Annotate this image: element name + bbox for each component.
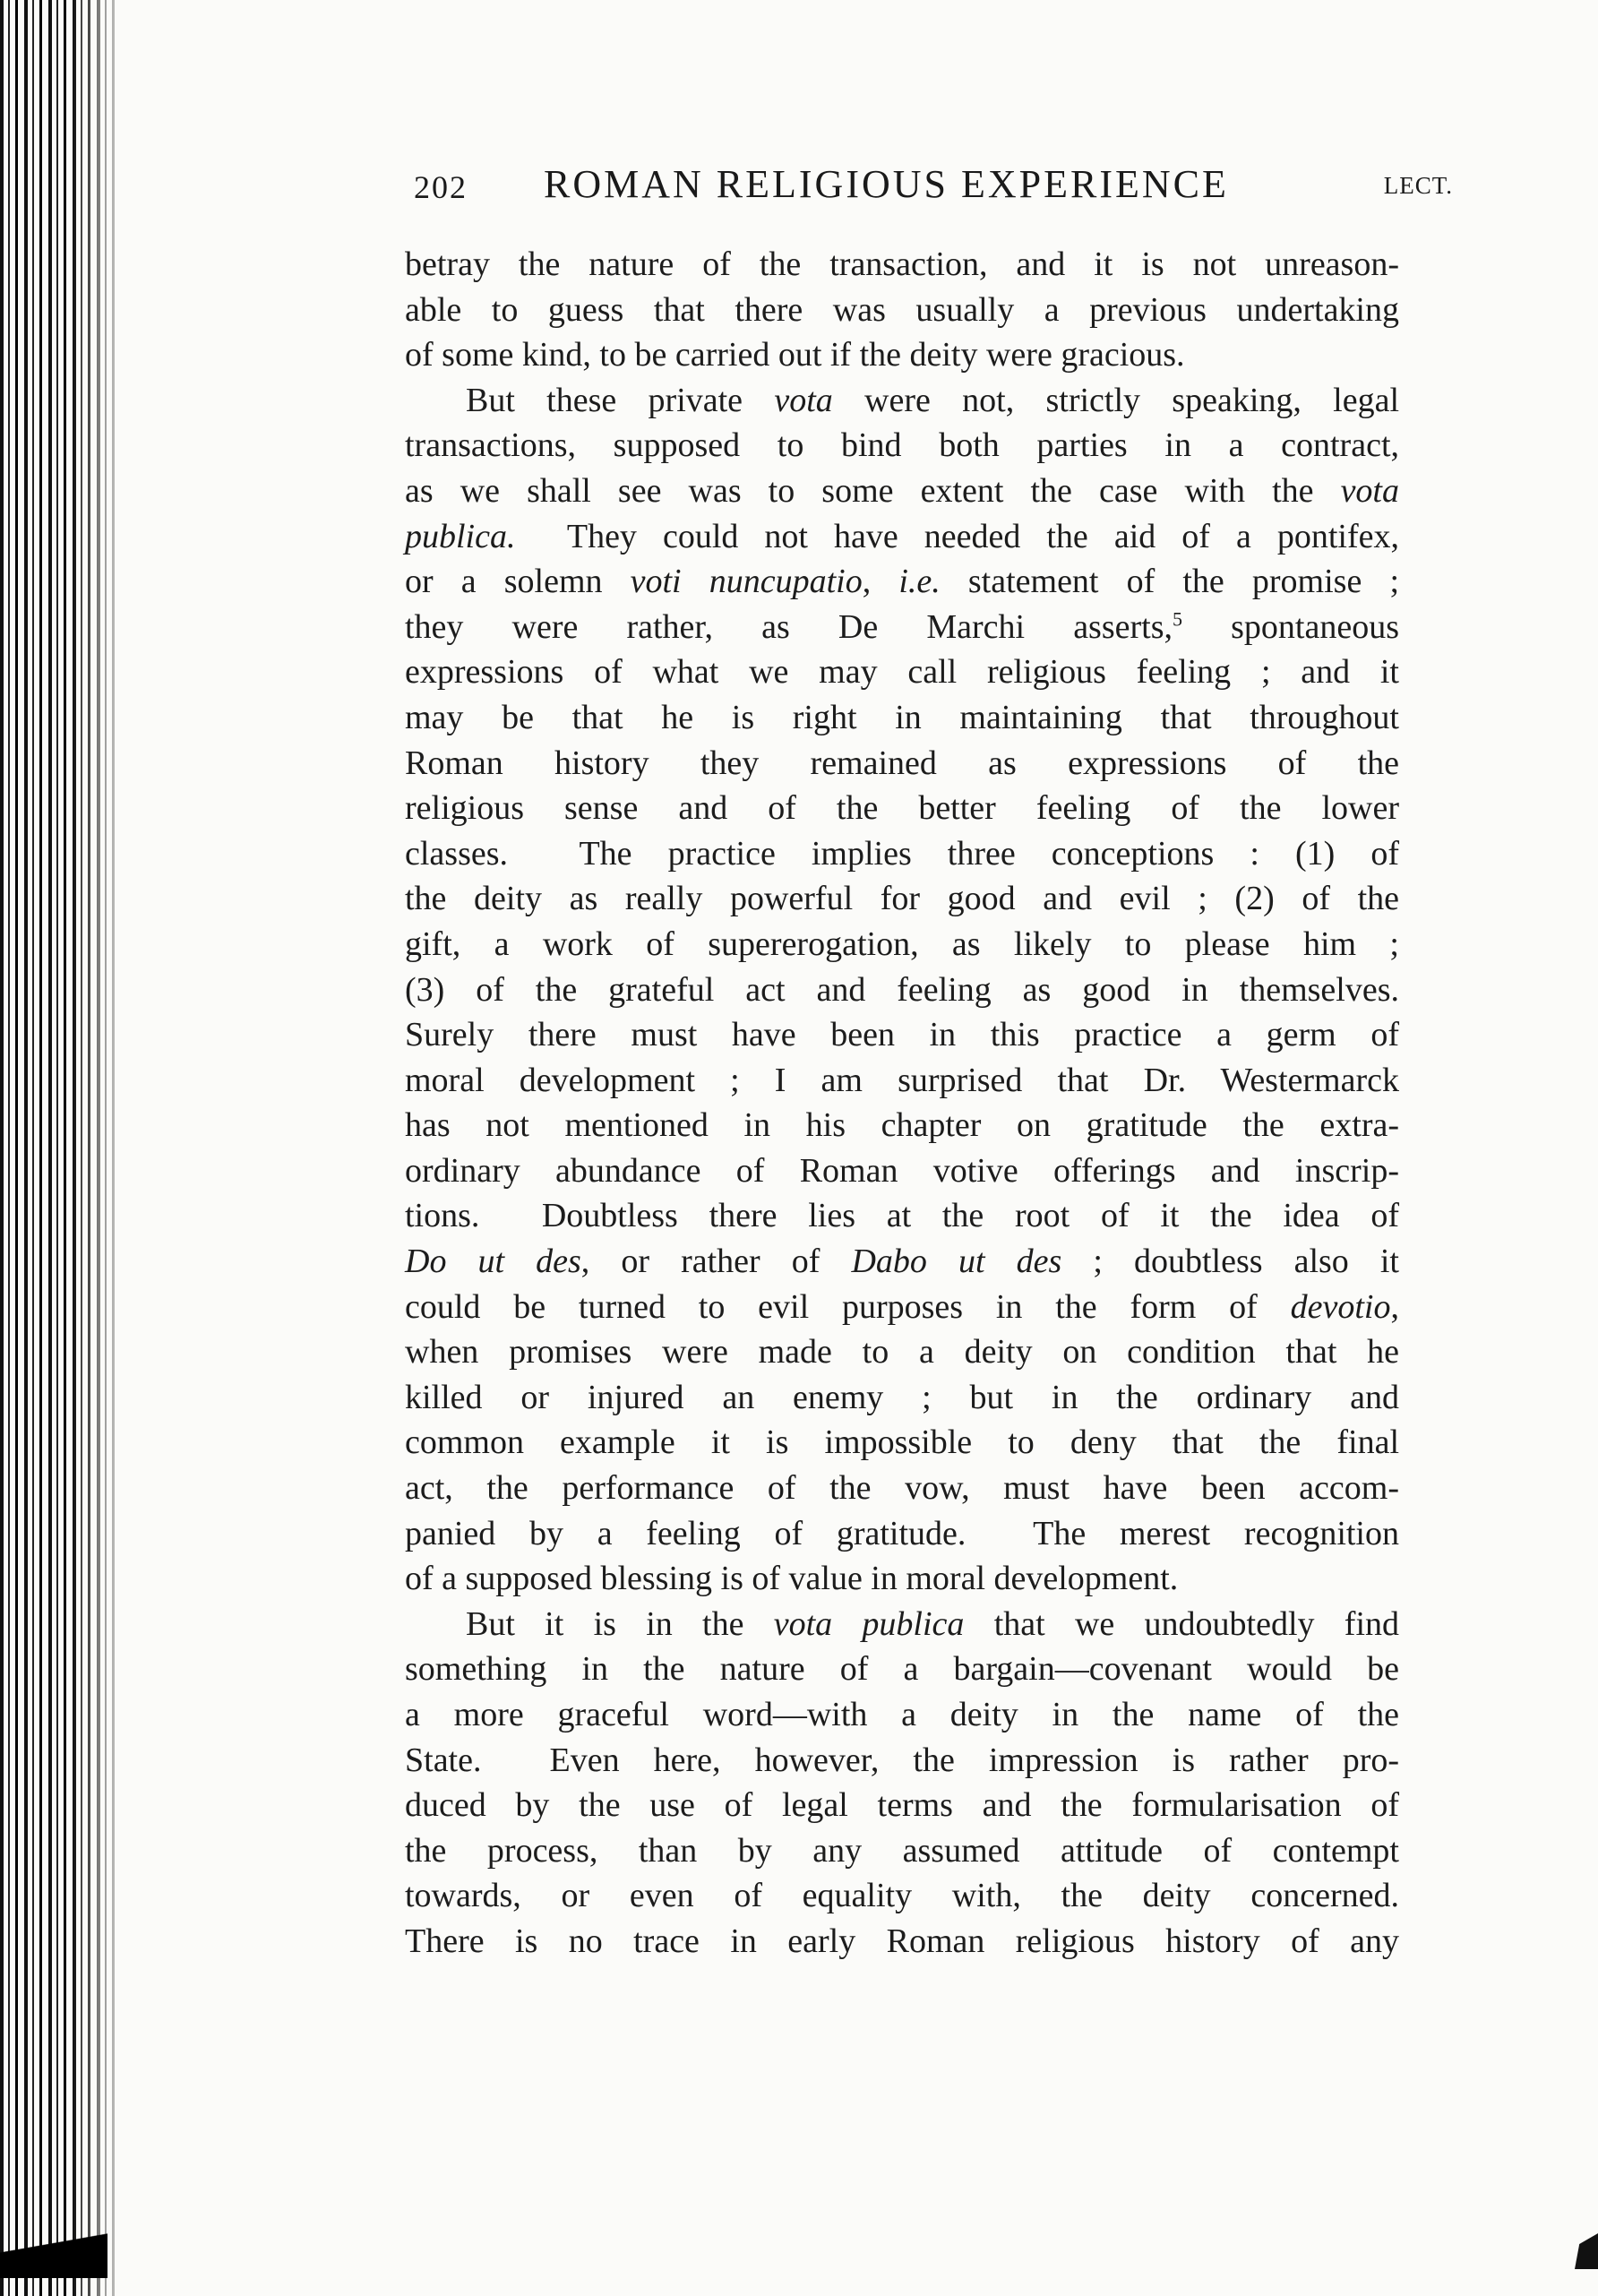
text-segment: Surely there must have been in this practice a germ of xyxy=(405,1016,1399,1054)
text-line xyxy=(405,1012,1399,1058)
text-segment: , or rather of xyxy=(580,1243,852,1281)
text-segment: the process, than by any assumed attitude of contempt xyxy=(405,1831,1399,1870)
text-segment: They could not have needed the aid of a pontifex, xyxy=(515,517,1399,555)
text-segment: were not, strictly speaking, legal xyxy=(832,381,1400,419)
text-segment: panied by a feeling of gratitude. The merest recognition xyxy=(405,1514,1399,1552)
text-line xyxy=(405,469,1399,514)
text-line xyxy=(405,242,1399,288)
text-line xyxy=(405,378,1399,424)
text-segment: or a solemn xyxy=(405,563,631,601)
text-segment: But these private xyxy=(466,381,775,419)
text-segment: towards, or even of equality with, the deity concerned. xyxy=(405,1877,1399,1915)
italic-text: i.e. xyxy=(898,563,941,601)
text-line xyxy=(405,1466,1399,1511)
text-segment: something in the nature of a bargain—covenant would be xyxy=(405,1650,1399,1689)
italic-text: voti nuncupatio xyxy=(630,563,863,601)
section-label: LECT. xyxy=(1383,172,1453,199)
text-segment: moral development ; I am surprised that Dr. Westermarck xyxy=(405,1061,1399,1099)
text-line xyxy=(405,786,1399,831)
text-line xyxy=(405,1511,1399,1557)
text-line xyxy=(405,1103,1399,1148)
text-segment: (3) of the grateful act and feeling as good in themselves. xyxy=(405,970,1399,1009)
italic-text: Dabo ut des xyxy=(851,1243,1062,1281)
text-segment: able to guess that there was usually a previous undertaking xyxy=(405,290,1399,329)
text-line xyxy=(405,1375,1399,1421)
text-segment: betray the nature of the transaction, and it is not unreason- xyxy=(405,245,1399,283)
text-line xyxy=(405,1329,1399,1375)
text-segment: There is no trace in early Roman religious history of any xyxy=(405,1922,1399,1960)
text-line xyxy=(405,1647,1399,1692)
text-line xyxy=(405,288,1399,333)
text-segment: when promises were made to a deity on condition that he xyxy=(405,1333,1399,1372)
text-line xyxy=(405,1738,1399,1784)
text-segment: But it is in the xyxy=(466,1604,774,1643)
text-segment: State. Even here, however, the impression is rather pro- xyxy=(405,1741,1399,1779)
text-segment: that we undoubtedly find xyxy=(964,1604,1400,1643)
text-segment: common example it is impossible to deny that the final xyxy=(405,1423,1399,1462)
text-segment: , xyxy=(1390,1287,1399,1326)
text-line xyxy=(405,649,1399,695)
text-segment: expressions of what we may call religious feeling ; and it xyxy=(405,653,1399,692)
text-line xyxy=(405,514,1399,560)
text-segment: may be that he is right in maintaining that throughout xyxy=(405,698,1399,736)
text-segment: religious sense and of the better feeling of the lower xyxy=(405,789,1399,828)
body-text xyxy=(405,242,1399,1965)
text-segment: spontaneous xyxy=(1182,607,1399,646)
text-segment: transactions, supposed to bind both parties in a contract, xyxy=(405,426,1399,465)
running-title: ROMAN RELIGIOUS EXPERIENCE xyxy=(544,162,1229,206)
text-segment: ; doubtless also it xyxy=(1061,1243,1399,1281)
text-line xyxy=(405,1783,1399,1828)
text-line xyxy=(405,332,1399,378)
page-corner-mark xyxy=(1575,2233,1598,2269)
text-line xyxy=(405,1285,1399,1330)
text-segment: killed or injured an enemy ; but in the ordinary and xyxy=(405,1378,1399,1416)
text-segment: they were rather, as De Marchi asserts, xyxy=(405,607,1173,646)
text-line xyxy=(405,922,1399,967)
text-line xyxy=(405,1556,1399,1602)
text-segment: as we shall see was to some extent the case with the xyxy=(405,471,1341,510)
text-segment: Roman history they remained as expressions of the xyxy=(405,744,1399,782)
text-line xyxy=(405,423,1399,469)
text-line xyxy=(405,831,1399,877)
text-line xyxy=(405,1148,1399,1194)
text-line xyxy=(405,967,1399,1013)
text-segment: statement of the promise ; xyxy=(940,563,1399,601)
italic-text: vota xyxy=(1340,471,1399,510)
text-line xyxy=(405,1602,1399,1647)
binding-shadow xyxy=(0,0,121,2296)
text-line xyxy=(405,1692,1399,1738)
text-line xyxy=(405,1193,1399,1239)
italic-text: publica. xyxy=(405,517,516,555)
footnote-ref: 5 xyxy=(1173,607,1183,631)
text-segment: the deity as really powerful for good and evil ; (2) of the xyxy=(405,880,1399,918)
text-segment: tions. Doubtless there lies at the root of it the idea of xyxy=(405,1197,1399,1235)
text-line xyxy=(405,741,1399,787)
page-number: 202 xyxy=(414,169,468,205)
text-segment: ordinary abundance of Roman votive offerings and inscrip- xyxy=(405,1151,1399,1190)
text-segment: act, the performance of the vow, must have been accom- xyxy=(405,1469,1399,1508)
text-line xyxy=(405,605,1399,650)
italic-text: vota xyxy=(774,381,833,419)
italic-text: Do ut des xyxy=(405,1243,581,1281)
running-header xyxy=(414,161,1453,215)
text-line xyxy=(405,1239,1399,1285)
text-line xyxy=(405,1919,1399,1965)
text-line xyxy=(405,1420,1399,1466)
binding-corner xyxy=(0,2215,107,2278)
text-segment: a more graceful word—with a deity in the name of the xyxy=(405,1696,1399,1733)
text-line xyxy=(405,695,1399,741)
text-line xyxy=(405,1058,1399,1104)
text-segment: of a supposed blessing is of value in moral development. xyxy=(405,1560,1179,1598)
text-segment: of some kind, to be carried out if the deity were gracious. xyxy=(405,336,1185,374)
italic-text: devotio xyxy=(1290,1287,1391,1326)
text-segment: , xyxy=(862,563,899,601)
text-segment: has not mentioned in his chapter on gratitude the extra- xyxy=(405,1106,1399,1145)
text-line xyxy=(405,876,1399,922)
text-line xyxy=(405,1873,1399,1919)
text-line xyxy=(405,1828,1399,1874)
text-segment: gift, a work of supererogation, as likely to please him ; xyxy=(405,924,1399,963)
text-segment: could be turned to evil purposes in the form of xyxy=(405,1287,1291,1326)
text-segment: duced by the use of legal terms and the formularisation of xyxy=(405,1786,1399,1825)
text-line xyxy=(405,559,1399,605)
text-segment: classes. The practice implies three conceptions : (1) of xyxy=(405,834,1399,873)
italic-text: vota publica xyxy=(773,1604,965,1643)
